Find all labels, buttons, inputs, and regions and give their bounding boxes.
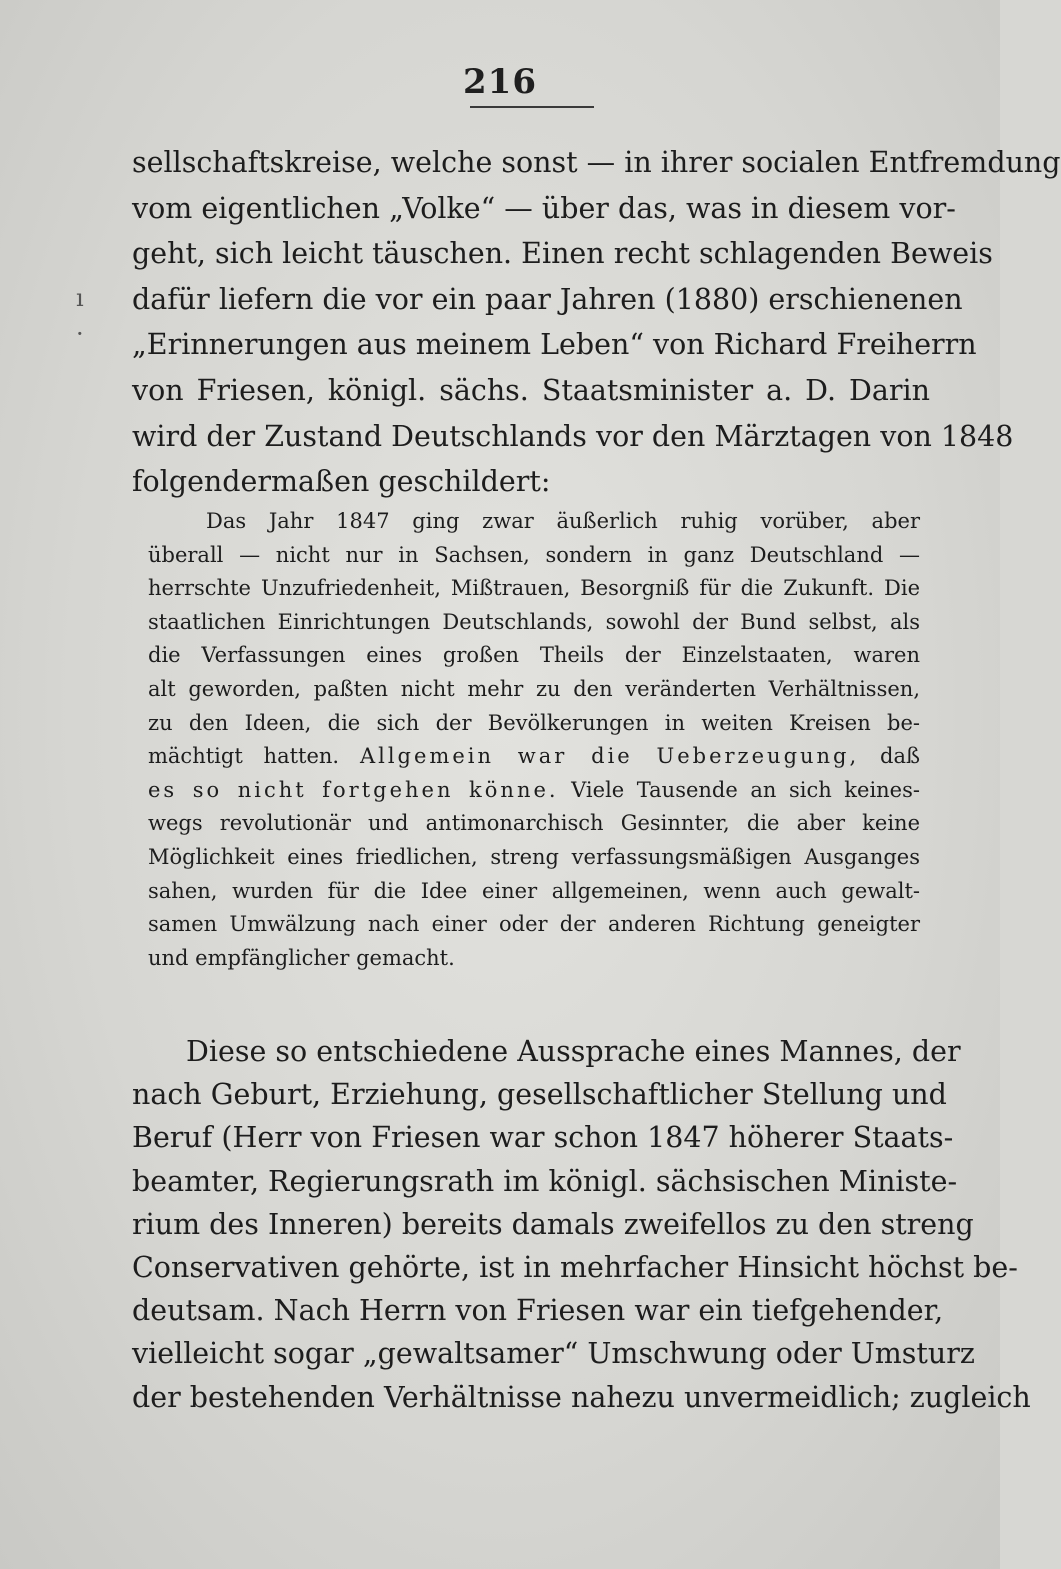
- text-line: Conservativen gehörte, ist in mehrfacher Hinsicht höchst be-: [132, 1251, 1018, 1285]
- quote-line: Möglichkeit eines friedlichen, streng verfassungsmäßigen Ausganges: [148, 844, 920, 869]
- paragraph-1: [132, 140, 1061, 505]
- text-line: rium des Inneren) bereits damals zweifellos zu den streng: [132, 1207, 974, 1241]
- text-line: Beruf (Herr von Friesen war schon 1847 höherer Staats-: [132, 1121, 954, 1155]
- text-line: geht, sich leicht täuschen. Einen recht schlagenden Beweis: [132, 237, 993, 271]
- text-line: Diese so entschiedene Aussprache eines Mannes, der: [186, 1035, 961, 1068]
- quote-line: herrschte Unzufriedenheit, Mißtrauen, Besorgniß für die Zukunft. Die: [148, 576, 920, 601]
- text-line: „Erinnerungen aus meinem Leben“ von Richard Freiherrn: [132, 328, 977, 362]
- text-line: wird der Zustand Deutschlands vor den Märztagen von 1848: [132, 419, 1014, 453]
- text-line: beamter, Regierungsrath im königl. sächsischen Ministe-: [132, 1164, 958, 1198]
- quote-line: zu den Ideen, die sich der Bevölkerungen in weiten Kreisen be-: [148, 710, 920, 735]
- text-line: sellschaftskreise, welche sonst — in ihrer socialen Entfremdung: [132, 146, 1061, 179]
- quote-line: überall — nicht nur in Sachsen, sondern in ganz Deutschland —: [148, 542, 920, 567]
- text-line: der bestehenden Verhältnisse nahezu unvermeidlich; zugleich: [132, 1380, 1031, 1414]
- quote-segment: Viele Tausende an sich keines-: [571, 777, 920, 802]
- text-line: deutsam. Nach Herrn von Friesen war ein tiefgehender,: [132, 1294, 944, 1328]
- margin-mark: ı: [76, 284, 84, 312]
- quote-line: wegs revolutionär und antimonarchisch Gesinnter, die aber keine: [148, 811, 920, 836]
- quote-segment: mächtigt hatten.: [148, 744, 340, 769]
- text-line: dafür liefern die vor ein paar Jahren (1880) erschienenen: [132, 282, 963, 316]
- emphasized-text: Allgemein war die Ueberzeugung,: [359, 744, 860, 769]
- quote-line: sahen, wurden für die Idee einer allgemeinen, wenn auch gewalt-: [148, 878, 920, 903]
- margin-mark: ·: [76, 320, 84, 348]
- quote-line: staatlichen Einrichtungen Deutschlands, sowohl der Bund selbst, als: [148, 609, 920, 634]
- quote-line: und empfänglicher gemacht.: [148, 945, 455, 970]
- text-line: nach Geburt, Erziehung, gesellschaftlicher Stellung und: [132, 1078, 947, 1112]
- page-number: 216: [463, 62, 537, 102]
- text-line: vom eigentlichen „Volke“ — über das, was in diesem vor-: [132, 191, 956, 225]
- block-quote: [148, 505, 920, 975]
- paragraph-2: [132, 1030, 1031, 1419]
- text-line: folgendermaßen geschildert:: [132, 465, 551, 499]
- quote-line: [148, 740, 920, 774]
- quote-line: alt geworden, paßten nicht mehr zu den veränderten Verhältnissen,: [148, 676, 920, 701]
- quote-line: [148, 774, 920, 808]
- emphasized-text: es so nicht fortgehen könne.: [148, 777, 559, 802]
- quote-line: Das Jahr 1847 ging zwar äußerlich ruhig vorüber, aber: [206, 509, 920, 533]
- quote-line: samen Umwälzung nach einer oder der anderen Richtung geneigter: [148, 912, 920, 937]
- text-line: vielleicht sogar „gewaltsamer“ Umschwung oder Umsturz: [132, 1337, 975, 1371]
- text-line: von Friesen, königl. sächs. Staatsminister a. D. Darin: [132, 373, 930, 407]
- quote-segment: daß: [880, 744, 920, 769]
- quote-line: die Verfassungen eines großen Theils der Einzelstaaten, waren: [148, 643, 920, 668]
- page-number-rule: [470, 106, 594, 108]
